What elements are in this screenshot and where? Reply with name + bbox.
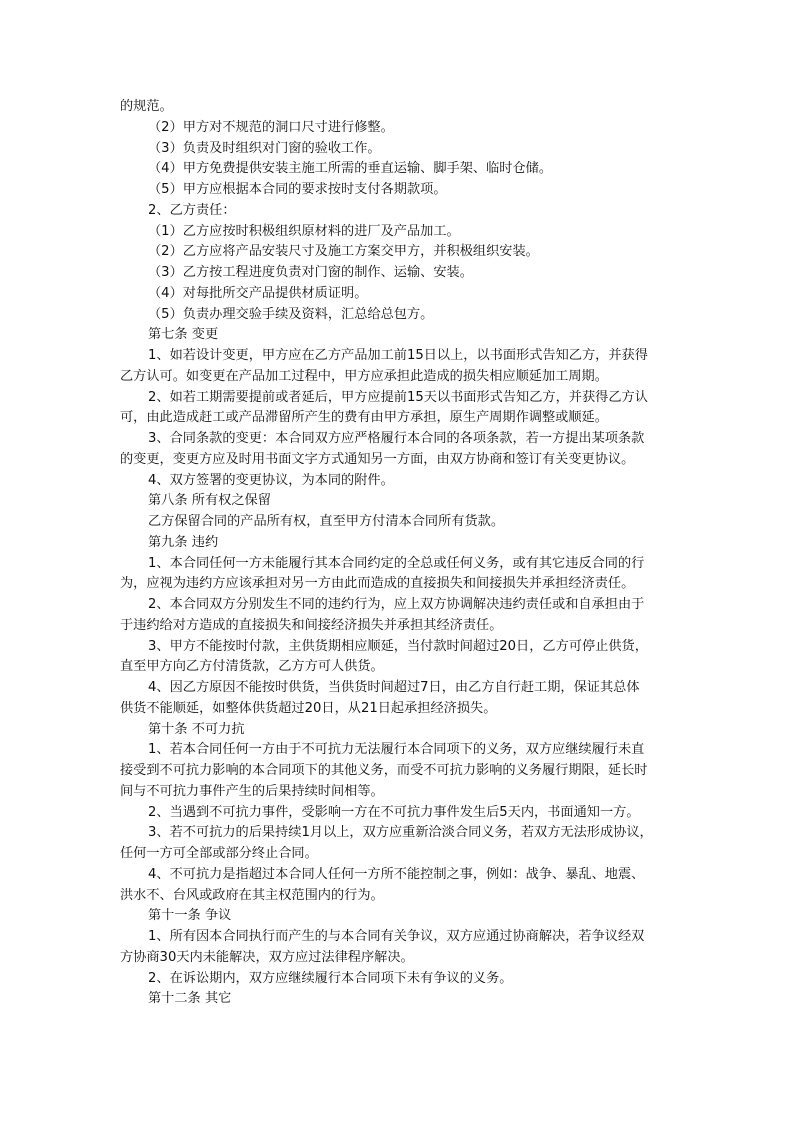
text-line: 洪水不、台风或政府在其主权范围内的行为。 bbox=[120, 887, 384, 903]
text-line: （4）对每批所交产品提供材质证明。 bbox=[148, 285, 368, 301]
text-line: 可，由此造成赶工或产品滞留所产生的费有由甲方承担，原生产周期作调整或顺延。 bbox=[120, 410, 608, 426]
text-line: （3）乙方按工程进度负责对门窗的制作、运输、安装。 bbox=[148, 265, 473, 280]
text-line: 接受到不可抗力影响的本合同项下的其他义务，而受不可抗力影响的义务履行期限，延长时 bbox=[120, 763, 648, 778]
text-line: 2、乙方责任： bbox=[148, 202, 236, 218]
text-line: 2、在诉讼期内，双方应继续履行本合同项下未有争议的义务。 bbox=[148, 970, 513, 986]
text-line: （5）甲方应根据本合同的要求按时支付各期款项。 bbox=[148, 182, 447, 197]
text-line: （2）乙方应将产品安装尺寸及施工方案交甲方，并积极组织安装。 bbox=[148, 244, 539, 260]
text-line: 任何一方可全部或部分终止合同。 bbox=[120, 846, 318, 861]
text-line: 2、如若工期需要提前或者延后，甲方应提前15天以书面形式告知乙方，并获得乙方认 bbox=[148, 389, 648, 405]
text-line: （5）负责办理交验手续及资料，汇总给总包方。 bbox=[148, 306, 434, 322]
text-line: 1、所有因本合同执行而产生的与本合同有关争议，双方应通过协商解决，若争议经双 bbox=[148, 929, 645, 944]
text-line: 直至甲方向乙方付清货款，乙方方可人供货。 bbox=[120, 659, 384, 675]
text-line: 2、当遇到不可抗力事件，受影响一方在不可抗力事件发生后5天内，书面通知一方。 bbox=[148, 804, 640, 820]
text-line: 4、双方签署的变更协议，为本同的附件。 bbox=[148, 472, 394, 488]
text-line: 第十二条 其它 bbox=[148, 991, 232, 1007]
text-line: 的规范。 bbox=[120, 99, 173, 114]
text-line: 1、本合同任何一方未能履行其本合同约定的全总或任何义务，或有其它违反合同的行 bbox=[148, 555, 645, 571]
text-line: 第九条 违约 bbox=[148, 534, 219, 550]
text-line: 为，应视为违约方应该承担对另一方由此而造成的直接损失和间接损失并承担经济责任。 bbox=[120, 576, 635, 592]
document-page bbox=[120, 97, 680, 1010]
text-line: 第十条 不可力抗 bbox=[148, 721, 245, 737]
text-line: 于违约给对方造成的直接损失和间接经济损失并承担其经济责任。 bbox=[120, 617, 503, 633]
text-line: 方协商30天内未能解决，双方应过法律程序解决。 bbox=[120, 949, 414, 965]
text-line: 3、合同条款的变更：本合同双方应严格履行本合同的各项条款，若一方提出某项条款 bbox=[148, 431, 645, 446]
text-line: 的变更，变更方应及时用书面文字方式通知另一方面，由双方协商和签订有关变更协议。 bbox=[120, 451, 635, 467]
text-line: 1、若本合同任何一方由于不可抗力无法履行本合同项下的义务，双方应继续履行未直 bbox=[148, 742, 645, 758]
text-line: （1）乙方应按时积极组织原材料的进厂及产品加工。 bbox=[148, 223, 460, 239]
text-line: 第八条 所有权之保留 bbox=[148, 493, 271, 509]
text-line: 乙方保留合同的产品所有权，直至甲方付清本合同所有货款。 bbox=[148, 514, 505, 529]
text-line: （2）甲方对不规范的洞口尺寸进行修整。 bbox=[148, 119, 394, 135]
text-line: （4）甲方免费提供安装主施工所需的垂直运输、脚手架、临时仓储。 bbox=[148, 161, 553, 177]
text-line: 3、甲方不能按时付款，主供货期相应顺延，当付款时间超过20日，乙方可停止供货， bbox=[148, 638, 648, 654]
text-line: 第十一条 争议 bbox=[148, 908, 232, 924]
text-line: 4、因乙方原因不能按时供货，当供货时间超过7日，由乙方自行赶工期，保证其总体 bbox=[148, 680, 640, 695]
text-line: 4、不可抗力是指超过本合同人任何一方所不能控制之事，例如：战争、暴乱、地震、 bbox=[148, 866, 645, 882]
text-line: 3、若不可抗力的后果持续1月以上，双方应重新洽淡合同义务，若双方无法形成协议， bbox=[148, 825, 653, 841]
text-line: 2、本合同双方分别发生不同的违约行为，应上双方协调解决违约责任或和自承担由于 bbox=[148, 597, 645, 612]
text-line: 供货不能顺延，如整体供货超过20日，从21日起承担经济损失。 bbox=[120, 700, 497, 716]
text-line: 乙方认可。如变更在产品加工过程中，甲方应承担此造成的损失相应顺延加工周期。 bbox=[120, 368, 608, 384]
text-line: 间与不可抗力事件产生的后果持续时间相等。 bbox=[120, 783, 384, 799]
text-line: 1、如若设计变更，甲方应在乙方产品加工前15日以上，以书面形式告知乙方，并获得 bbox=[148, 348, 648, 363]
text-line: 第七条 变更 bbox=[148, 327, 219, 343]
text-line: （3）负责及时组织对门窗的验收工作。 bbox=[148, 140, 381, 156]
